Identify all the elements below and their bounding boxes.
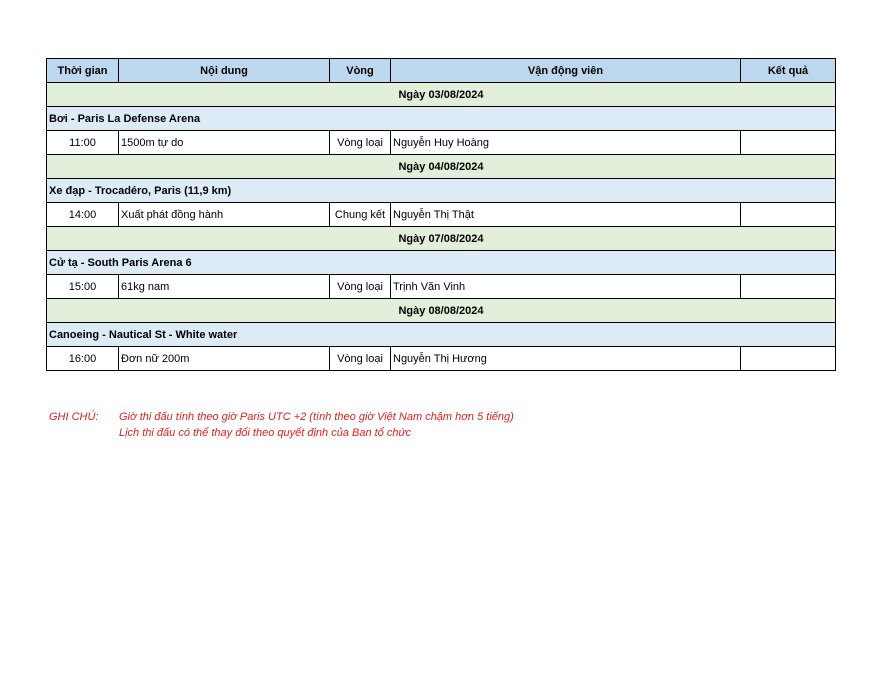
- venue-cell[interactable]: Canoeing - Nautical St - White water: [47, 323, 836, 347]
- round-cell[interactable]: Vòng loại: [330, 131, 391, 155]
- header-time: Thời gian: [47, 59, 119, 83]
- venue-row: [47, 323, 836, 347]
- header-round: Vòng: [330, 59, 391, 83]
- time-cell[interactable]: 16:00: [47, 347, 119, 371]
- schedule-table: [46, 58, 836, 371]
- time-cell[interactable]: 11:00: [47, 131, 119, 155]
- athlete-cell[interactable]: Nguyễn Thị Hương: [391, 347, 741, 371]
- header-result: Kết quả: [741, 59, 836, 83]
- venue-row: [47, 107, 836, 131]
- note-line: Lịch thi đấu có thể thay đổi theo quyết định của Ban tổ chức: [119, 427, 411, 439]
- content-cell[interactable]: Xuất phát đồng hành: [119, 203, 330, 227]
- result-cell[interactable]: [741, 131, 836, 155]
- content-cell[interactable]: Đơn nữ 200m: [119, 347, 330, 371]
- content-cell[interactable]: 1500m tự do: [119, 131, 330, 155]
- result-cell[interactable]: [741, 203, 836, 227]
- venue-cell[interactable]: Bơi - Paris La Defense Arena: [47, 107, 836, 131]
- result-cell[interactable]: [741, 275, 836, 299]
- table-row: [47, 347, 836, 371]
- athlete-cell[interactable]: Nguyễn Huy Hoàng: [391, 131, 741, 155]
- header-athlete: Vận động viên: [391, 59, 741, 83]
- time-cell[interactable]: 15:00: [47, 275, 119, 299]
- date-cell[interactable]: Ngày 04/08/2024: [47, 155, 836, 179]
- table-row: [47, 131, 836, 155]
- time-cell[interactable]: 14:00: [47, 203, 119, 227]
- venue-cell[interactable]: Xe đạp - Trocadéro, Paris (11,9 km): [47, 179, 836, 203]
- venue-row: [47, 179, 836, 203]
- table-row: [47, 275, 836, 299]
- date-row: [47, 299, 836, 323]
- date-cell[interactable]: Ngày 08/08/2024: [47, 299, 836, 323]
- date-row: [47, 83, 836, 107]
- venue-row: [47, 251, 836, 275]
- notes-label: GHI CHÚ:: [49, 411, 99, 423]
- note-line: Giờ thi đấu tính theo giờ Paris UTC +2 (tính theo giờ Việt Nam chậm hơn 5 tiếng): [119, 411, 514, 423]
- round-cell[interactable]: Chung kết: [330, 203, 391, 227]
- header-content: Nội dung: [119, 59, 330, 83]
- header-row: [47, 59, 836, 83]
- venue-cell[interactable]: Cử tạ - South Paris Arena 6: [47, 251, 836, 275]
- table-row: [47, 203, 836, 227]
- date-cell[interactable]: Ngày 07/08/2024: [47, 227, 836, 251]
- date-row: [47, 227, 836, 251]
- schedule-sheet: [46, 58, 835, 371]
- round-cell[interactable]: Vòng loại: [330, 347, 391, 371]
- round-cell[interactable]: Vòng loại: [330, 275, 391, 299]
- athlete-cell[interactable]: Trịnh Văn Vinh: [391, 275, 741, 299]
- date-cell[interactable]: Ngày 03/08/2024: [47, 83, 836, 107]
- date-row: [47, 155, 836, 179]
- notes-lines: [119, 409, 514, 441]
- content-cell[interactable]: 61kg nam: [119, 275, 330, 299]
- result-cell[interactable]: [741, 347, 836, 371]
- athlete-cell[interactable]: Nguyễn Thị Thật: [391, 203, 741, 227]
